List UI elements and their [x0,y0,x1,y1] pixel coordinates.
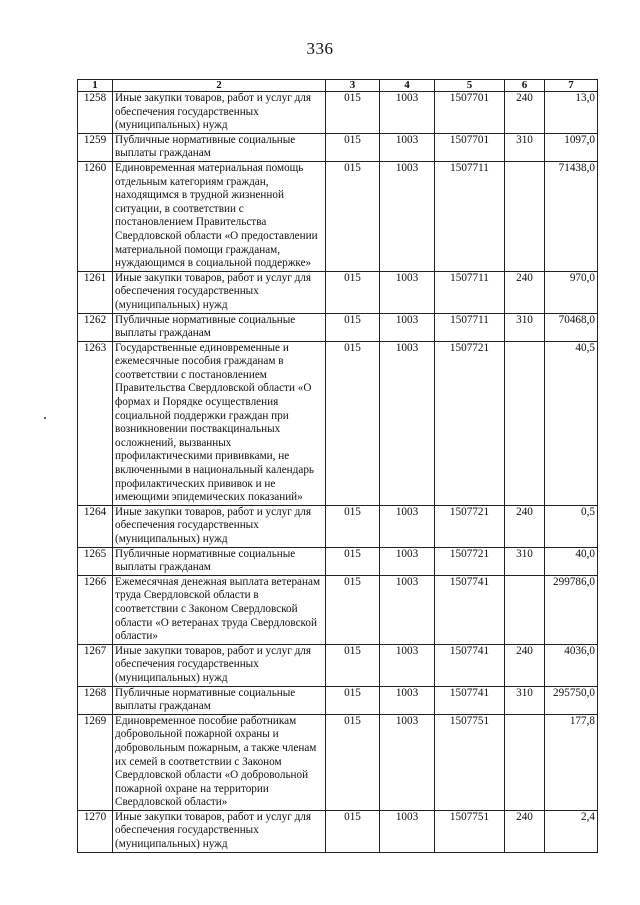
page-number: 336 [306,39,334,58]
row-amount: 71438,0 [545,161,598,271]
row-description: Иные закупки товаров, работ и услуг для обеспечения государственных (муниципальных) нужд [113,810,326,852]
row-expense-type: 240 [505,92,545,134]
row-target-code: 1507711 [435,271,505,313]
row-description: Иные закупки товаров, работ и услуг для обеспечения государственных (муниципальных) нужд [113,271,326,313]
row-amount: 2,4 [545,810,598,852]
row-target-code: 1507711 [435,161,505,271]
header-col-5: 5 [435,80,505,92]
row-target-code: 1507721 [435,505,505,547]
row-amount: 299786,0 [545,575,598,644]
row-section-code: 1003 [380,313,435,341]
row-expense-type: 310 [505,547,545,575]
row-section-code: 1003 [380,161,435,271]
row-description: Публичные нормативные социальные выплаты гражданам [113,313,326,341]
row-ministry-code: 015 [326,505,380,547]
row-expense-type: 240 [505,810,545,852]
row-target-code: 1507701 [435,133,505,161]
row-expense-type [505,714,545,810]
row-number: 1268 [78,686,113,714]
row-ministry-code: 015 [326,271,380,313]
row-ministry-code: 015 [326,313,380,341]
row-expense-type [505,341,545,505]
row-ministry-code: 015 [326,341,380,505]
table-row [78,271,598,313]
stray-mark [44,417,46,419]
header-col-2: 2 [113,80,326,92]
row-target-code: 1507721 [435,547,505,575]
row-number: 1264 [78,505,113,547]
row-description: Иные закупки товаров, работ и услуг для обеспечения государственных (муниципальных) нужд [113,92,326,134]
row-ministry-code: 015 [326,575,380,644]
row-amount: 1097,0 [545,133,598,161]
row-description: Государственные единовременные и ежемесячные пособия гражданам в соответствии с постановлением Правительства Свердловской области «О формах и Порядке осуществления социальной поддержки граждан при возникновении поствакцинальных осложнений, вызванных профилактическими прививками, не включенными в национальный календарь профилактических прививок и не имеющими эпидемических показаний» [113,341,326,505]
row-expense-type: 310 [505,313,545,341]
header-col-3: 3 [326,80,380,92]
row-description: Иные закупки товаров, работ и услуг для обеспечения государственных (муниципальных) нужд [113,644,326,686]
row-section-code: 1003 [380,271,435,313]
row-description: Публичные нормативные социальные выплаты гражданам [113,547,326,575]
header-col-1: 1 [78,80,113,92]
row-target-code: 1507701 [435,92,505,134]
row-section-code: 1003 [380,686,435,714]
row-amount: 13,0 [545,92,598,134]
row-ministry-code: 015 [326,810,380,852]
row-description: Единовременное пособие работникам добровольной пожарной охраны и добровольным пожарным, а также членам их семей в соответствии с Законом Свердловской области «О добровольной пожарной охране на территории Свердловской области» [113,714,326,810]
row-expense-type [505,161,545,271]
table-row [78,133,598,161]
row-expense-type: 310 [505,133,545,161]
table-row [78,505,598,547]
table-row [78,313,598,341]
row-expense-type: 240 [505,271,545,313]
row-section-code: 1003 [380,133,435,161]
row-expense-type: 240 [505,644,545,686]
row-number: 1260 [78,161,113,271]
table-row [78,686,598,714]
row-expense-type [505,575,545,644]
row-target-code: 1507751 [435,810,505,852]
row-expense-type: 310 [505,686,545,714]
row-description: Единовременная материальная помощь отдельным категориям граждан, находящимся в трудной жизненной ситуации, в соответствии с постановлением Правительства Свердловской области «О предоставлении материальной помощи гражданам, нуждающимся в социальной поддержке» [113,161,326,271]
row-number: 1270 [78,810,113,852]
table-row [78,714,598,810]
row-number: 1267 [78,644,113,686]
row-number: 1258 [78,92,113,134]
row-ministry-code: 015 [326,133,380,161]
row-ministry-code: 015 [326,161,380,271]
row-number: 1265 [78,547,113,575]
row-ministry-code: 015 [326,92,380,134]
row-section-code: 1003 [380,547,435,575]
table-row [78,575,598,644]
row-target-code: 1507711 [435,313,505,341]
row-number: 1262 [78,313,113,341]
row-section-code: 1003 [380,644,435,686]
table-row [78,810,598,852]
table-row [78,644,598,686]
row-amount: 177,8 [545,714,598,810]
row-ministry-code: 015 [326,686,380,714]
row-amount: 70468,0 [545,313,598,341]
row-description: Публичные нормативные социальные выплаты гражданам [113,686,326,714]
row-target-code: 1507741 [435,575,505,644]
row-description: Ежемесячная денежная выплата ветеранам труда Свердловской области в соответствии с Законом Свердловской области «О ветеранах труда Свердловской области» [113,575,326,644]
row-section-code: 1003 [380,575,435,644]
row-target-code: 1507721 [435,341,505,505]
row-target-code: 1507741 [435,686,505,714]
row-ministry-code: 015 [326,714,380,810]
row-section-code: 1003 [380,810,435,852]
row-expense-type: 240 [505,505,545,547]
table-row [78,341,598,505]
row-ministry-code: 015 [326,644,380,686]
row-number: 1263 [78,341,113,505]
row-number: 1269 [78,714,113,810]
budget-table [77,79,598,853]
row-amount: 295750,0 [545,686,598,714]
row-ministry-code: 015 [326,547,380,575]
table-row [78,161,598,271]
row-section-code: 1003 [380,505,435,547]
row-amount: 4036,0 [545,644,598,686]
row-section-code: 1003 [380,92,435,134]
row-target-code: 1507741 [435,644,505,686]
header-col-7: 7 [545,80,598,92]
row-description: Публичные нормативные социальные выплаты гражданам [113,133,326,161]
row-section-code: 1003 [380,714,435,810]
table-row [78,547,598,575]
row-amount: 0,5 [545,505,598,547]
table-row [78,92,598,134]
row-number: 1259 [78,133,113,161]
header-col-4: 4 [380,80,435,92]
header-col-6: 6 [505,80,545,92]
header-row [78,80,598,92]
row-amount: 970,0 [545,271,598,313]
row-number: 1261 [78,271,113,313]
row-amount: 40,5 [545,341,598,505]
row-number: 1266 [78,575,113,644]
row-target-code: 1507751 [435,714,505,810]
row-description: Иные закупки товаров, работ и услуг для обеспечения государственных (муниципальных) нужд [113,505,326,547]
row-section-code: 1003 [380,341,435,505]
row-amount: 40,0 [545,547,598,575]
